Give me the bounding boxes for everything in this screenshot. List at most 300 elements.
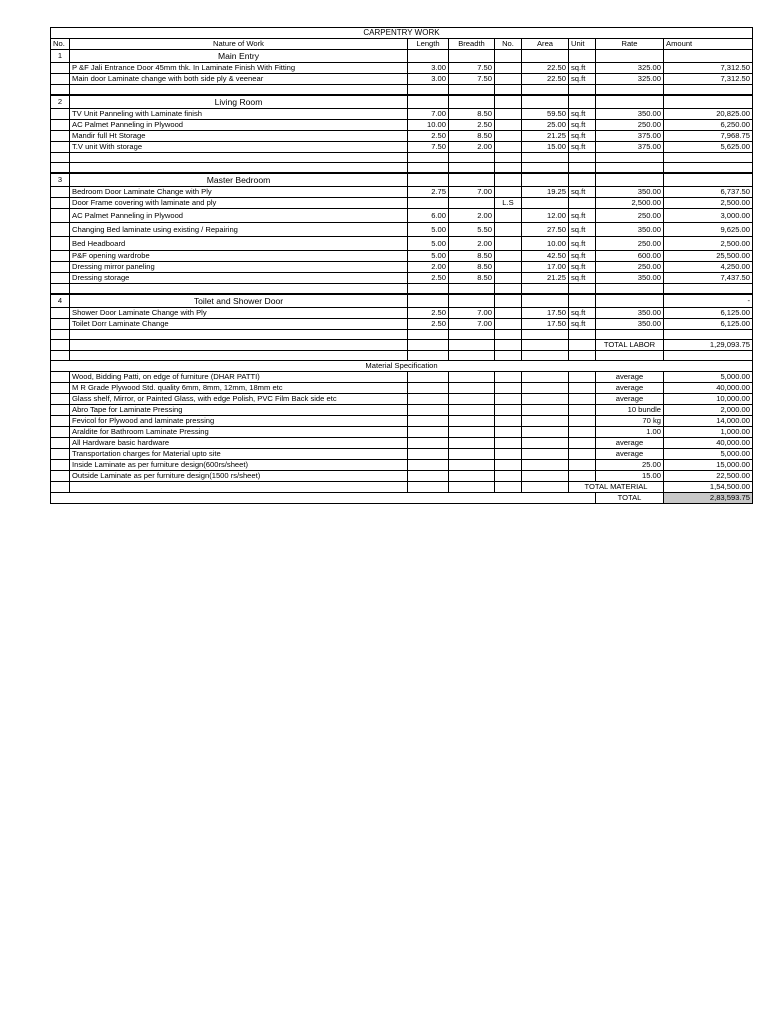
empty-cell [495,95,522,109]
unit-cell: sq.ft [569,251,596,262]
empty-cell [495,405,522,416]
unit-cell: sq.ft [569,142,596,153]
empty-cell [495,427,522,438]
rate-cell: 350.00 [596,223,664,237]
empty-cell [51,405,70,416]
table-body [51,28,753,504]
rate-cell: 350.00 [596,319,664,330]
rate-cell: 350.00 [596,109,664,120]
section-row [51,95,753,109]
empty-cell [569,163,596,174]
empty-cell [569,294,596,308]
empty-cell [70,482,408,493]
empty-cell [408,173,449,187]
col-header-unit: Unit [569,39,596,50]
work-description: Dressing mirror paneling [70,262,408,273]
empty-cell [51,262,70,273]
empty-cell [495,449,522,460]
empty-cell [51,383,70,394]
material-description: Inside Laminate as per furniture design(600rs/sheet) [70,460,408,471]
empty-cell [522,153,569,163]
empty-cell [596,284,664,295]
rate-cell: 250.00 [596,237,664,251]
length-cell: 7.00 [408,109,449,120]
empty-cell [408,460,449,471]
empty-cell [596,173,664,187]
empty-cell [522,173,569,187]
empty-cell [569,471,596,482]
empty-cell [522,460,569,471]
count-cell [495,120,522,131]
empty-cell [408,471,449,482]
material-description: Abro Tape for Laminate Pressing [70,405,408,416]
count-cell [495,131,522,142]
section-number: 3 [51,173,70,187]
empty-cell [596,50,664,63]
empty-cell [51,109,70,120]
work-description: P&F opening wardrobe [70,251,408,262]
rate-cell: 375.00 [596,131,664,142]
empty-cell [51,237,70,251]
section-row [51,50,753,63]
empty-cell [495,50,522,63]
length-cell: 5.00 [408,251,449,262]
material-description: Outside Laminate as per furniture design(1500 rs/sheet) [70,471,408,482]
section-amount [664,173,753,187]
area-cell: 12.00 [522,209,569,223]
table-row [51,273,753,284]
empty-cell [449,163,495,174]
section-name: Main Entry [70,50,408,63]
material-title-row [51,361,753,372]
material-title: Material Specification [51,361,753,372]
empty-cell [449,405,495,416]
material-quantity: 15.00 [596,471,664,482]
work-description: AC Palmet Panneling in Plywood [70,120,408,131]
length-cell: 7.50 [408,142,449,153]
work-description: TV Unit Panneling with Laminate finish [70,109,408,120]
empty-cell [408,50,449,63]
table-row [51,74,753,85]
area-cell: 17.50 [522,308,569,319]
breadth-cell [449,198,495,209]
empty-cell [495,416,522,427]
col-header-area: Area [522,39,569,50]
unit-cell: sq.ft [569,237,596,251]
empty-cell [495,284,522,295]
empty-cell [495,460,522,471]
area-cell: 22.50 [522,63,569,74]
empty-cell [449,460,495,471]
breadth-cell: 2.50 [449,120,495,131]
empty-cell [449,383,495,394]
material-row [51,449,753,460]
length-cell: 3.00 [408,63,449,74]
carpentry-table [50,27,753,504]
breadth-cell: 8.50 [449,109,495,120]
area-cell: 22.50 [522,74,569,85]
material-amount: 5,000.00 [664,372,753,383]
empty-cell [596,351,664,361]
empty-cell [522,405,569,416]
section-number: 4 [51,294,70,308]
table-row [51,223,753,237]
rate-cell: 250.00 [596,262,664,273]
empty-cell [408,405,449,416]
area-cell: 17.00 [522,262,569,273]
length-cell: 5.00 [408,223,449,237]
empty-cell [449,330,495,340]
empty-cell [569,449,596,460]
material-description: Araldite for Bathroom Laminate Pressing [70,427,408,438]
empty-cell [408,427,449,438]
empty-cell [449,153,495,163]
empty-cell [522,85,569,96]
material-description: Fevicol for Plywood and laminate pressing [70,416,408,427]
breadth-cell: 5.50 [449,223,495,237]
empty-cell [522,340,569,351]
unit-cell: sq.ft [569,109,596,120]
empty-cell [522,471,569,482]
work-description: P &F Jali Entrance Door 45mm thk. In Laminate Finish With Fitting [70,63,408,74]
empty-cell [408,449,449,460]
empty-cell [70,330,408,340]
area-cell [522,198,569,209]
empty-cell [70,284,408,295]
unit-cell: sq.ft [569,187,596,198]
material-quantity: average [596,372,664,383]
material-quantity: average [596,394,664,405]
empty-cell [51,319,70,330]
empty-cell [51,198,70,209]
empty-cell [51,330,70,340]
empty-cell [495,438,522,449]
empty-cell [51,427,70,438]
empty-cell [408,294,449,308]
empty-cell [70,85,408,96]
empty-cell [408,351,449,361]
empty-cell [569,427,596,438]
material-row [51,460,753,471]
empty-cell [569,173,596,187]
empty-cell [664,153,753,163]
empty-cell [569,95,596,109]
empty-cell [522,50,569,63]
empty-cell [569,85,596,96]
amount-cell: 7,968.75 [664,131,753,142]
empty-cell [596,153,664,163]
table-row [51,63,753,74]
count-cell [495,273,522,284]
rate-cell: 2,500.00 [596,198,664,209]
empty-cell [408,383,449,394]
empty-cell [449,284,495,295]
empty-cell [51,449,70,460]
breadth-cell: 2.00 [449,237,495,251]
empty-cell [569,405,596,416]
amount-cell: 7,312.50 [664,74,753,85]
empty-cell [51,209,70,223]
empty-cell [522,416,569,427]
count-cell [495,74,522,85]
empty-cell [408,153,449,163]
total-labor-row [51,340,753,351]
area-cell: 42.50 [522,251,569,262]
amount-cell: 6,125.00 [664,319,753,330]
length-cell: 2.75 [408,187,449,198]
work-description: Bedroom Door Laminate Change with Ply [70,187,408,198]
length-cell: 2.50 [408,319,449,330]
empty-cell [408,372,449,383]
material-amount: 10,000.00 [664,394,753,405]
empty-cell [495,85,522,96]
total-material-value: 1,54,500.00 [664,482,753,493]
count-cell [495,237,522,251]
work-description: AC Palmet Panneling in Plywood [70,209,408,223]
material-description: Glass shelf, Mirror, or Painted Glass, with edge Polish, PVC Film Back side etc [70,394,408,405]
empty-cell [408,416,449,427]
empty-cell [569,50,596,63]
empty-cell [51,460,70,471]
amount-cell: 2,500.00 [664,198,753,209]
length-cell: 6.00 [408,209,449,223]
area-cell: 19.25 [522,187,569,198]
empty-cell [664,330,753,340]
table-row [51,131,753,142]
empty-cell [408,482,449,493]
table-row [51,109,753,120]
empty-cell [449,340,495,351]
empty-cell [449,438,495,449]
empty-cell [569,416,596,427]
rate-cell: 375.00 [596,142,664,153]
material-description: All Hardware basic hardware [70,438,408,449]
count-cell [495,223,522,237]
amount-cell: 3,000.00 [664,209,753,223]
material-description: M R Grade Plywood Std. quality 6mm, 8mm, 12mm, 18mm etc [70,383,408,394]
amount-cell: 20,825.00 [664,109,753,120]
material-row [51,427,753,438]
empty-cell [51,394,70,405]
empty-cell [408,438,449,449]
amount-cell: 4,250.00 [664,262,753,273]
work-description: Shower Door Laminate Change with Ply [70,308,408,319]
empty-cell [51,131,70,142]
empty-cell [70,340,408,351]
count-cell [495,251,522,262]
breadth-cell: 7.00 [449,319,495,330]
unit-cell: sq.ft [569,223,596,237]
breadth-cell: 7.50 [449,74,495,85]
total-labor-label: TOTAL LABOR [596,340,664,351]
section-amount [664,95,753,109]
length-cell: 2.50 [408,308,449,319]
material-quantity: average [596,383,664,394]
empty-cell [408,330,449,340]
empty-cell [449,173,495,187]
empty-cell [569,284,596,295]
amount-cell: 7,437.50 [664,273,753,284]
empty-cell [51,74,70,85]
empty-cell [449,85,495,96]
rate-cell: 250.00 [596,209,664,223]
empty-cell [522,394,569,405]
col-header-no: No. [51,39,70,50]
material-amount: 40,000.00 [664,383,753,394]
amount-cell: 7,312.50 [664,63,753,74]
empty-cell [51,163,70,174]
col-header-nature-of-work: Nature of Work [70,39,408,50]
work-description: Mandir full Ht Storage [70,131,408,142]
table-row [51,198,753,209]
section-number: 1 [51,50,70,63]
table-row [51,187,753,198]
empty-cell [51,223,70,237]
section-amount: - [664,294,753,308]
empty-cell [495,471,522,482]
empty-cell [408,340,449,351]
material-description: Wood, Bidding Patti, on edge of furniture (DHAR PATTI) [70,372,408,383]
empty-cell [51,308,70,319]
blank-row [51,330,753,340]
unit-cell: sq.ft [569,120,596,131]
length-cell: 3.00 [408,74,449,85]
empty-cell [569,394,596,405]
material-amount: 40,000.00 [664,438,753,449]
empty-cell [522,449,569,460]
empty-cell [569,438,596,449]
rate-cell: 350.00 [596,308,664,319]
empty-cell [664,284,753,295]
empty-cell [569,340,596,351]
table-row [51,262,753,273]
empty-cell [51,120,70,131]
breadth-cell: 8.50 [449,251,495,262]
material-amount: 5,000.00 [664,449,753,460]
breadth-cell: 7.00 [449,187,495,198]
empty-cell [569,372,596,383]
material-amount: 22,500.00 [664,471,753,482]
empty-cell [449,351,495,361]
material-row [51,394,753,405]
empty-cell [449,482,495,493]
amount-cell: 2,500.00 [664,237,753,251]
empty-cell [449,394,495,405]
section-row [51,173,753,187]
work-description: Toilet Dorr Laminate Change [70,319,408,330]
empty-cell [51,273,70,284]
amount-cell: 5,625.00 [664,142,753,153]
breadth-cell: 7.00 [449,308,495,319]
empty-cell [408,394,449,405]
col-header-length: Length [408,39,449,50]
count-cell [495,308,522,319]
empty-cell [569,351,596,361]
unit-cell: sq.ft [569,63,596,74]
empty-cell [522,95,569,109]
total-material-row [51,482,753,493]
empty-cell [664,163,753,174]
empty-cell [51,63,70,74]
rate-cell: 600.00 [596,251,664,262]
empty-cell [51,493,596,504]
section-number: 2 [51,95,70,109]
empty-cell [522,294,569,308]
material-quantity: 70 kg [596,416,664,427]
work-description: Changing Bed laminate using existing / Repairing [70,223,408,237]
material-amount: 2,000.00 [664,405,753,416]
breadth-cell: 8.50 [449,273,495,284]
empty-cell [408,284,449,295]
empty-cell [569,153,596,163]
unit-cell: sq.ft [569,319,596,330]
count-cell [495,209,522,223]
area-cell: 21.25 [522,131,569,142]
empty-cell [664,351,753,361]
empty-cell [51,251,70,262]
length-cell: 10.00 [408,120,449,131]
empty-cell [596,163,664,174]
breadth-cell: 7.50 [449,63,495,74]
table-row [51,237,753,251]
section-amount [664,50,753,63]
empty-cell [51,438,70,449]
material-quantity: 25.00 [596,460,664,471]
work-description: T.V unit With storage [70,142,408,153]
sheet-title: CARPENTRY WORK [51,28,753,39]
empty-cell [51,284,70,295]
material-quantity: 10 bundle [596,405,664,416]
empty-cell [51,416,70,427]
empty-cell [495,294,522,308]
empty-cell [495,340,522,351]
empty-cell [449,50,495,63]
table-row [51,142,753,153]
empty-cell [449,416,495,427]
material-amount: 1,000.00 [664,427,753,438]
blank-row [51,153,753,163]
material-quantity: average [596,449,664,460]
empty-cell [495,173,522,187]
area-cell: 17.50 [522,319,569,330]
empty-cell [449,294,495,308]
header-row [51,39,753,50]
empty-cell [51,85,70,96]
section-row [51,294,753,308]
blank-row [51,284,753,295]
empty-cell [522,383,569,394]
col-header-rate: Rate [596,39,664,50]
count-cell [495,142,522,153]
material-row [51,416,753,427]
empty-cell [596,294,664,308]
length-cell: 2.50 [408,131,449,142]
empty-cell [495,330,522,340]
area-cell: 25.00 [522,120,569,131]
material-amount: 15,000.00 [664,460,753,471]
table-row [51,319,753,330]
unit-cell: sq.ft [569,273,596,284]
area-cell: 21.25 [522,273,569,284]
empty-cell [449,372,495,383]
empty-cell [51,351,70,361]
empty-cell [522,330,569,340]
work-description: Dressing storage [70,273,408,284]
grand-total-row [51,493,753,504]
breadth-cell: 8.50 [449,131,495,142]
table-row [51,209,753,223]
blank-row [51,85,753,96]
